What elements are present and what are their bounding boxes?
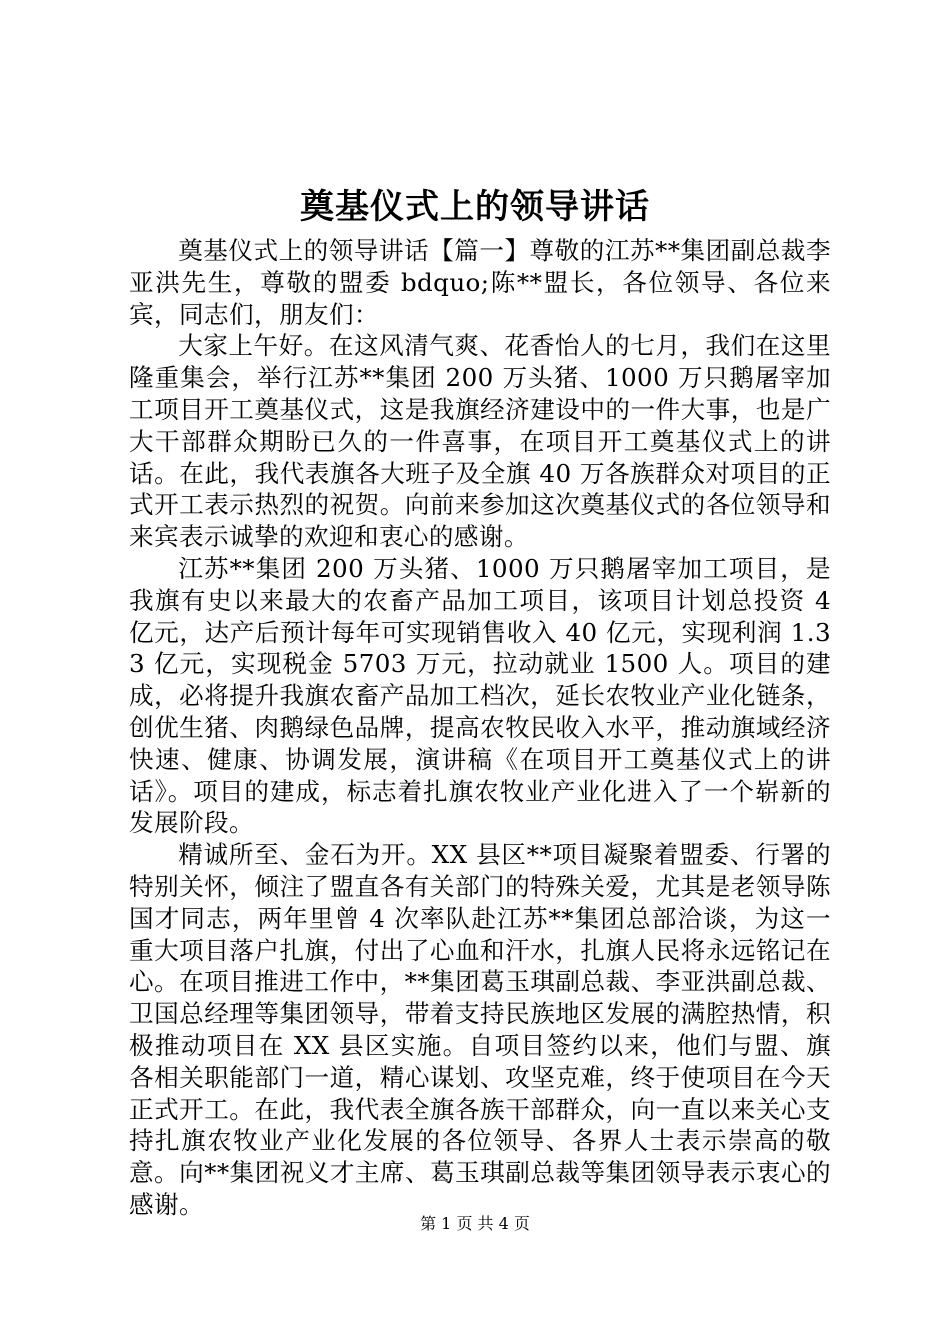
paragraph-acknowledgement: 精诚所至、金石为开。XX 县区**项目凝聚着盟委、行署的特别关怀，倾注了盟直各有关部门的特殊关爱，尤其是老领导陈国才同志，两年里曾 4 次率队赴江苏**集团总部洽谈，为这一重大项目落户扎旗，付出了心血和汗水，扎旗人民将永远铭记在心。在项目推进工作中，**集团葛玉琪副总裁、李亚洪副总裁、卫国总经理等集团领导，带着支持民族地区发展的满腔热情，积极推动项目在 XX 县区实施。自项目签约以来，他们与盟、旗各相关职能部门一道，精心谋划、攻坚克难，终于使项目在今天正式开工。在此，我代表全旗各族干部群众，向一直以来关心支持扎旗农牧业产业化发展的各位领导、各界人士表示崇高的敬意。向**集团祝义才主席、葛玉琪副总裁等集团领导表示衷心的感谢。 (129, 840, 831, 1219)
paragraph-opening: 大家上午好。在这风清气爽、花香怡人的七月，我们在这里隆重集会，举行江苏**集团 200 万头猪、1000 万只鹅屠宰加工项目开工奠基仪式，这是我旗经济建设中的一件大事，也是广大干部群众期盼已久的一件喜事，在项目开工奠基仪式上的讲话。在此，我代表旗各大班子及全旗 40 万各族群众对项目的正式开工表示热烈的祝贺。向前来参加这次奠基仪式的各位领导和来宾表示诚挚的欢迎和衷心的感谢。 (129, 331, 831, 552)
document-body (129, 235, 831, 1221)
paragraph-greeting: 奠基仪式上的领导讲话【篇一】尊敬的江苏**集团副总裁李亚洪先生，尊敬的盟委 bdquo;陈**盟长，各位领导、各位来宾，同志们，朋友们： (129, 236, 831, 329)
paragraph-project-overview: 江苏**集团 200 万头猪、1000 万只鹅屠宰加工项目，是我旗有史以来最大的农畜产品加工项目，该项目计划总投资 4 亿元，达产后预计每年可实现销售收入 40 亿元，实现利润 1.33 亿元，实现税金 5703 万元，拉动就业 1500 人。项目的建成，必将提升我旗农畜产品加工档次，延长农牧业产业化链条，创优生猪、肉鹅绿色品牌，提高农牧民收入水平，推动旗域经济快速、健康、协调发展，演讲稿《在项目开工奠基仪式上的讲话》。项目的建成，标志着扎旗农牧业产业化进入了一个崭新的发展阶段。 (129, 553, 831, 838)
document-title: 奠基仪式上的领导讲话 (300, 187, 650, 227)
page-number-footer: 第 1 页 共 4 页 (420, 1214, 530, 1233)
